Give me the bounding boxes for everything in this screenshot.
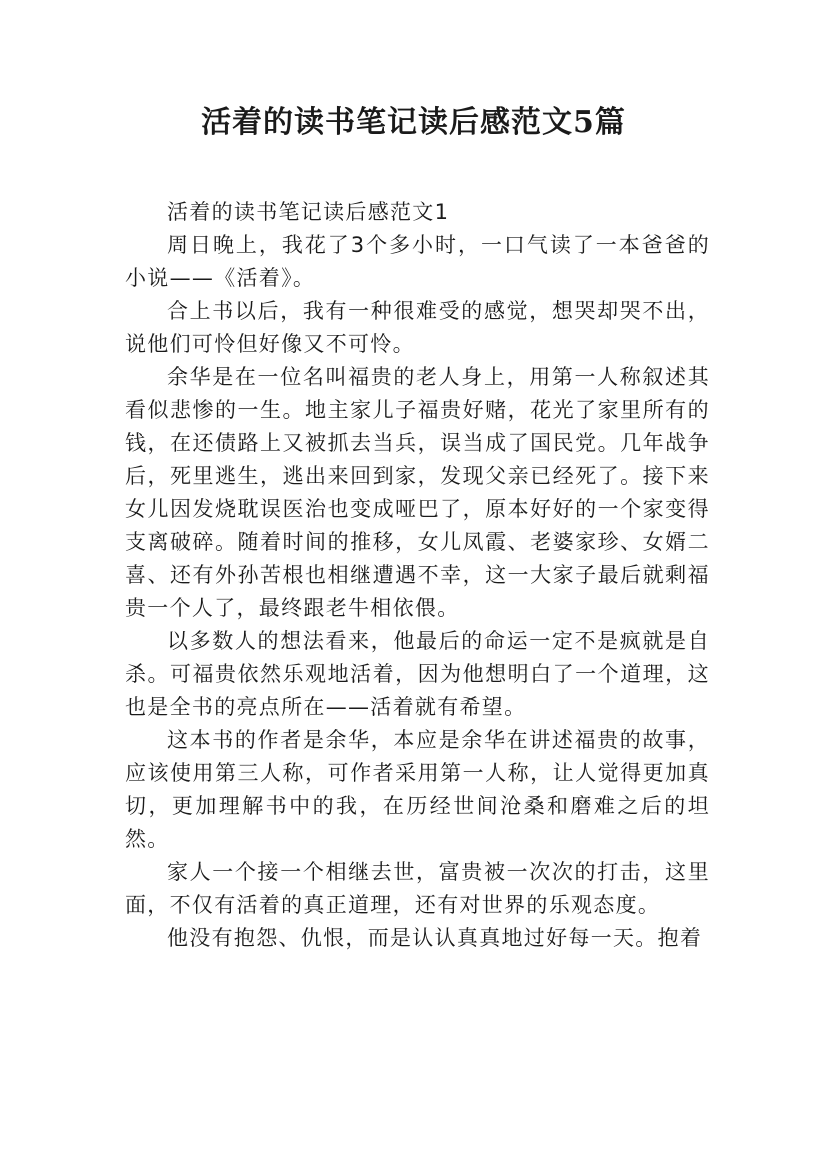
- document-body: [125, 196, 710, 955]
- paragraph: 余华是在一位名叫福贵的老人身上，用第一人称叙述其看似悲惨的一生。地主家儿子福贵好赌，花光了家里所有的钱，在还债路上又被抓去当兵，误当成了国民党。几年战争后，死里逃生，逃出来回到家，发现父亲已经死了。接下来女儿因发烧耽误医治也变成哑巴了，原本好好的一个家变得支离破碎。随着时间的推移，女儿凤霞、老婆家珍、女婿二喜、还有外孙苦根也相继遭遇不幸，这一大家子最后就剩福贵一个人了，最终跟老牛相依偎。: [125, 365, 710, 620]
- paragraph: 以多数人的想法看来，他最后的命运一定不是疯就是自杀。可福贵依然乐观地活着，因为他想明白了一个道理，这也是全书的亮点所在——活着就有希望。: [125, 629, 710, 719]
- document-title: 活着的读书笔记读后感范文5篇: [201, 105, 626, 140]
- paragraph: 家人一个接一个相继去世，富贵被一次次的打击，这里面，不仅有活着的真正道理，还有对世界的乐观态度。: [125, 860, 710, 917]
- paragraph: 合上书以后，我有一种很难受的感觉，想哭却哭不出，说他们可怜但好像又不可怜。: [125, 299, 710, 356]
- paragraph: 他没有抱怨、仇恨，而是认认真真地过好每一天。抱着: [167, 926, 703, 950]
- paragraph: 周日晚上，我花了3个多小时，一口气读了一本爸爸的小说——《活着》。: [125, 233, 710, 290]
- essay-subtitle: 活着的读书笔记读后感范文1: [167, 200, 450, 224]
- paragraph: 这本书的作者是余华，本应是余华在讲述福贵的故事，应该使用第三人称，可作者采用第一人称，让人觉得更加真切，更加理解书中的我，在历经世间沧桑和磨难之后的坦然。: [125, 728, 710, 851]
